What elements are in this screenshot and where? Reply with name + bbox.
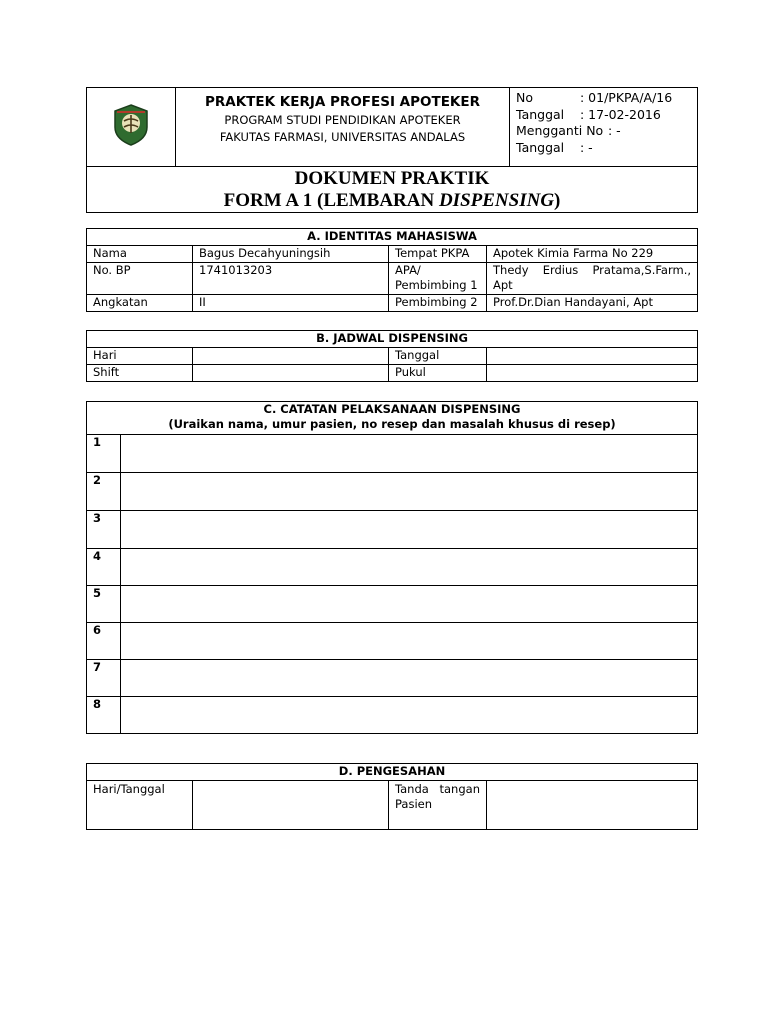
doc-title: DOKUMEN PRAKTIK: [294, 168, 490, 189]
meta-mengganti-label: Mengganti No: [516, 123, 604, 138]
university-logo-icon: [111, 103, 151, 147]
hari-tanggal-label: Hari/Tanggal: [87, 781, 193, 830]
hari-field[interactable]: [193, 348, 389, 365]
apa-value: Thedy Erdius Pratama,S.Farm., Apt: [487, 263, 698, 295]
pengesahan-table: [86, 763, 698, 830]
row-number: 1: [87, 435, 121, 473]
hari-label: Hari: [87, 348, 193, 365]
tanggal-label: Tanggal: [389, 348, 487, 365]
row-number: 2: [87, 473, 121, 511]
document-header: [86, 87, 698, 213]
form-title: FORM A 1 (LEMBARAN DISPENSING): [223, 190, 561, 211]
row-number: 3: [87, 511, 121, 549]
tanda-tangan-field[interactable]: [487, 781, 698, 830]
identitas-table: [86, 228, 698, 312]
angkatan-value: II: [193, 295, 389, 312]
section-c-subtitle: (Uraikan nama, umur pasien, no resep dan masalah khusus di resep): [168, 417, 616, 431]
entry-field-6[interactable]: [121, 623, 698, 660]
entry-field-2[interactable]: [121, 473, 698, 511]
row-number: 8: [87, 697, 121, 734]
shift-field[interactable]: [193, 365, 389, 382]
row-number: 4: [87, 549, 121, 586]
tempat-label: Tempat PKPA: [389, 246, 487, 263]
meta-tanggal-label: Tanggal: [516, 106, 565, 122]
faculty-name: FAKUTAS FARMASI, UNIVERSITAS ANDALAS: [219, 130, 466, 144]
pembimbing2-label: Pembimbing 2: [389, 295, 487, 312]
shift-label: Shift: [87, 365, 193, 382]
tanda-tangan-label: Tanda tangan Pasien: [389, 781, 487, 830]
institution-title: PRAKTEK KERJA PROFESI APOTEKER: [204, 94, 481, 110]
angkatan-label: Angkatan: [87, 295, 193, 312]
pukul-label: Pukul: [389, 365, 487, 382]
pembimbing2-value: Prof.Dr.Dian Handayani, Apt: [487, 295, 698, 312]
entry-field-7[interactable]: [121, 660, 698, 697]
program-name: PROGRAM STUDI PENDIDIKAN APOTEKER: [224, 113, 461, 127]
jadwal-table: [86, 330, 698, 382]
tempat-value: Apotek Kimia Farma No 229: [487, 246, 698, 263]
entry-field-1[interactable]: [121, 435, 698, 473]
entry-field-8[interactable]: [121, 697, 698, 734]
document-meta: [510, 88, 698, 167]
nama-value: Bagus Decahyuningsih: [193, 246, 389, 263]
meta-tanggal2-value: : -: [580, 139, 593, 155]
pukul-field[interactable]: [487, 365, 698, 382]
entry-field-3[interactable]: [121, 511, 698, 549]
meta-mengganti-value: : -: [608, 123, 621, 138]
form-title-cell: [87, 167, 698, 213]
bp-value: 1741013203: [193, 263, 389, 295]
row-number: 6: [87, 623, 121, 660]
row-number: 5: [87, 586, 121, 623]
meta-tanggal-value: : 17-02-2016: [580, 106, 661, 122]
institution-cell: [176, 88, 510, 167]
section-c-header: [87, 402, 698, 435]
entry-field-5[interactable]: [121, 586, 698, 623]
tanggal-field[interactable]: [487, 348, 698, 365]
nama-label: Nama: [87, 246, 193, 263]
meta-no-value: : 01/PKPA/A/16: [580, 90, 673, 105]
section-d-title: D. PENGESAHAN: [87, 764, 698, 781]
bp-label: No. BP: [87, 263, 193, 295]
hari-tanggal-field[interactable]: [193, 781, 389, 830]
meta-no-label: No: [516, 90, 533, 105]
apa-label: APA/ Pembimbing 1: [389, 263, 487, 295]
meta-tanggal2-label: Tanggal: [516, 139, 565, 155]
section-c-title: C. CATATAN PELAKSANAAN DISPENSING: [263, 402, 521, 416]
section-b-title: B. JADWAL DISPENSING: [87, 331, 698, 348]
row-number: 7: [87, 660, 121, 697]
entry-field-4[interactable]: [121, 549, 698, 586]
catatan-table: [86, 401, 698, 734]
section-a-title: A. IDENTITAS MAHASISWA: [87, 229, 698, 246]
logo-cell: [87, 88, 176, 167]
